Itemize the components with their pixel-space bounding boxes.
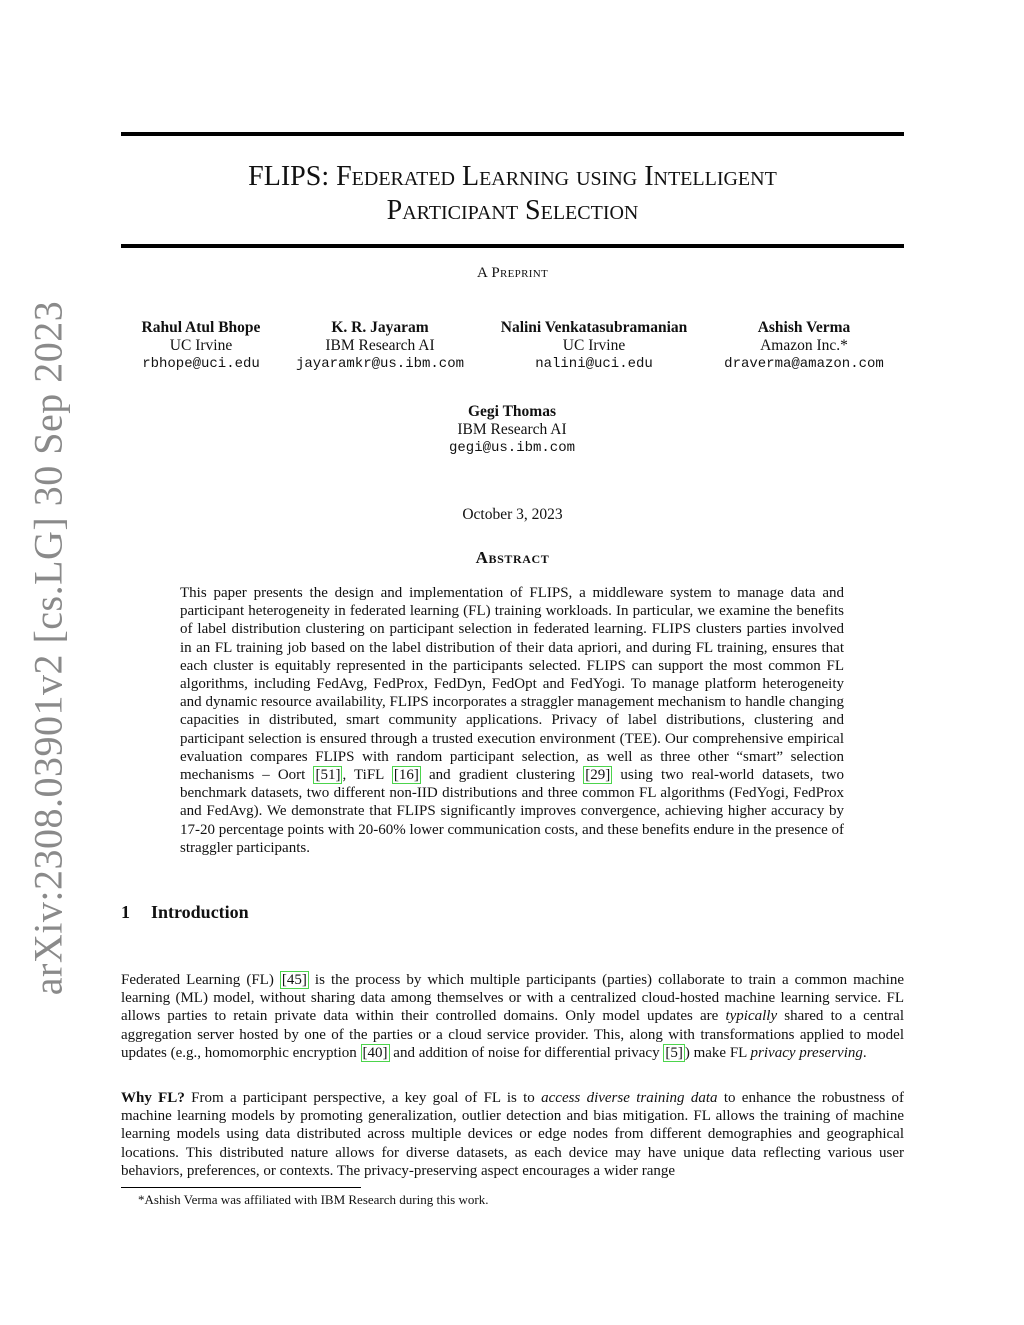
- paragraph-text: From a participant perspective, a key goal of FL is to: [184, 1090, 542, 1106]
- citation-link[interactable]: [5]: [665, 1044, 683, 1061]
- author-name: Rahul Atul Bhope: [141, 319, 261, 336]
- footnote-rule: [121, 1187, 361, 1188]
- title-rule-top: [121, 132, 904, 136]
- intro-paragraph-2: [121, 1089, 904, 1180]
- author-email: jayaramkr@us.ibm.com: [295, 356, 465, 372]
- title-line-2: Participant Selection: [386, 195, 639, 226]
- paragraph-text: Federated Learning (FL): [121, 972, 280, 988]
- author-block: [121, 319, 281, 373]
- abstract-text: , TiFL: [342, 767, 392, 784]
- paper-title: [121, 160, 904, 228]
- author-block: [710, 319, 898, 373]
- paragraph-text: shared to a central aggregation server hosted by one of the parties or a cloud service provider. This, along with transformations applied to model updates (e.g., homomorphic encryption: [121, 1008, 904, 1061]
- author-name: Gegi Thomas: [468, 403, 556, 420]
- emphasis-text: privacy preserving: [750, 1044, 863, 1061]
- paragraph-text: is the process by which multiple participants (parties) collaborate to train a common machine learning (ML) model, without sharing data among themselves or with a centralized cloud-hosted machine learning service. FL allows parties to retain private data within their controlled domains. Only model updates are: [121, 972, 904, 1025]
- author-name: K. R. Jayaram: [331, 319, 429, 336]
- paragraph-text: ) make FL: [684, 1044, 751, 1061]
- abstract-heading: Abstract: [475, 548, 550, 567]
- footnote: *Ashish Verma was affiliated with IBM Research during this work.: [138, 1192, 489, 1207]
- arxiv-side-stamp: arXiv:2308.03901v2 [cs.LG] 30 Sep 2023: [25, 300, 71, 996]
- citation-link[interactable]: [16]: [393, 767, 419, 784]
- author-block: [280, 319, 480, 373]
- title-rule-bottom: [121, 244, 904, 248]
- section-heading: [121, 902, 249, 923]
- abstract-text: and gradient clustering: [420, 767, 584, 784]
- citation-link[interactable]: [40]: [362, 1044, 388, 1061]
- author-email: nalini@uci.edu: [535, 356, 653, 372]
- author-email: gegi@us.ibm.com: [448, 440, 576, 456]
- abstract-text: This paper presents the design and implementation of FLIPS, a middleware system to manage data and participant heterogeneity in federated learning (FL) training workloads. In particular, we examine the benefits of label distribution clustering on participant selection in federated learning. FLIPS clusters parties involved in an FL training job based on the label distribution of their data apriori, and during FL training, ensures that each cluster is equitably represented in the participants selected. FLIPS can support the most common FL algorithms, including FedAvg, FedProx, FedDyn, FedOpt and FedYogi. To manage platform heterogeneity and dynamic resource availability, FLIPS incorporates a straggler management mechanism to handle changing capacities in distributed, smart community applications. Privacy of label distributions, clustering and participant selection is ensured through a trusted execution environment (TEE). Our comprehensive empirical evaluation compares FLIPS with random participant selection, as well as three other “smart” selection mechanisms – Oort: [180, 585, 844, 784]
- author-affiliation: Amazon Inc.*: [760, 337, 848, 354]
- section-number: 1: [121, 902, 130, 922]
- author-email: draverma@amazon.com: [724, 356, 884, 372]
- author-email: rbhope@uci.edu: [142, 356, 260, 372]
- publication-date: October 3, 2023: [462, 506, 563, 523]
- title-line-1: FLIPS: Federated Learning using Intelligent: [248, 161, 777, 192]
- citation-link[interactable]: [51]: [315, 767, 341, 784]
- abstract-text: using two real-world datasets, two benchmark datasets, two different non-IID distributions and three common FL algorithms (FedYogi, FedProx and FedAvg). We demonstrate that FLIPS significantly improves convergence, achieving higher accuracy by 17-20 percentage points with 20-60% lower communication costs, and these benefits endure in the presence of straggler participants.: [180, 767, 844, 856]
- emphasis-text: access diverse training data: [541, 1090, 718, 1106]
- author-name: Ashish Verma: [757, 319, 851, 336]
- abstract-body: [180, 584, 844, 857]
- author-affiliation: IBM Research AI: [325, 337, 435, 354]
- paragraph-lead: Why FL?: [121, 1090, 185, 1106]
- author-name: Nalini Venkatasubramanian: [500, 319, 688, 336]
- citation-link[interactable]: [45]: [281, 972, 307, 988]
- section-title: Introduction: [151, 902, 249, 922]
- paragraph-text: .: [862, 1044, 867, 1061]
- preprint-label: A Preprint: [477, 265, 548, 281]
- author-affiliation: UC Irvine: [169, 337, 233, 354]
- paragraph-text: and addition of noise for differential privacy: [389, 1044, 664, 1061]
- paragraph-text: to enhance the robustness of machine learning models by promoting generalization, outlier detection and bias mitigation. FL allows the training of machine learning models using data distributed across multiple devices or edge nodes from different demographies and geographical locations. This distributed nature allows for diverse datasets, as each device may have unique data reflecting various user behaviors, preferences, or contexts. The privacy-preserving aspect encourages a wider range: [121, 1090, 904, 1179]
- emphasis-text: typically: [725, 1008, 778, 1025]
- author-block: [484, 319, 704, 373]
- author-block: [412, 403, 612, 457]
- intro-paragraph-1: [121, 971, 904, 1062]
- citation-link[interactable]: [29]: [585, 767, 611, 784]
- author-affiliation: IBM Research AI: [457, 421, 567, 438]
- author-affiliation: UC Irvine: [562, 337, 626, 354]
